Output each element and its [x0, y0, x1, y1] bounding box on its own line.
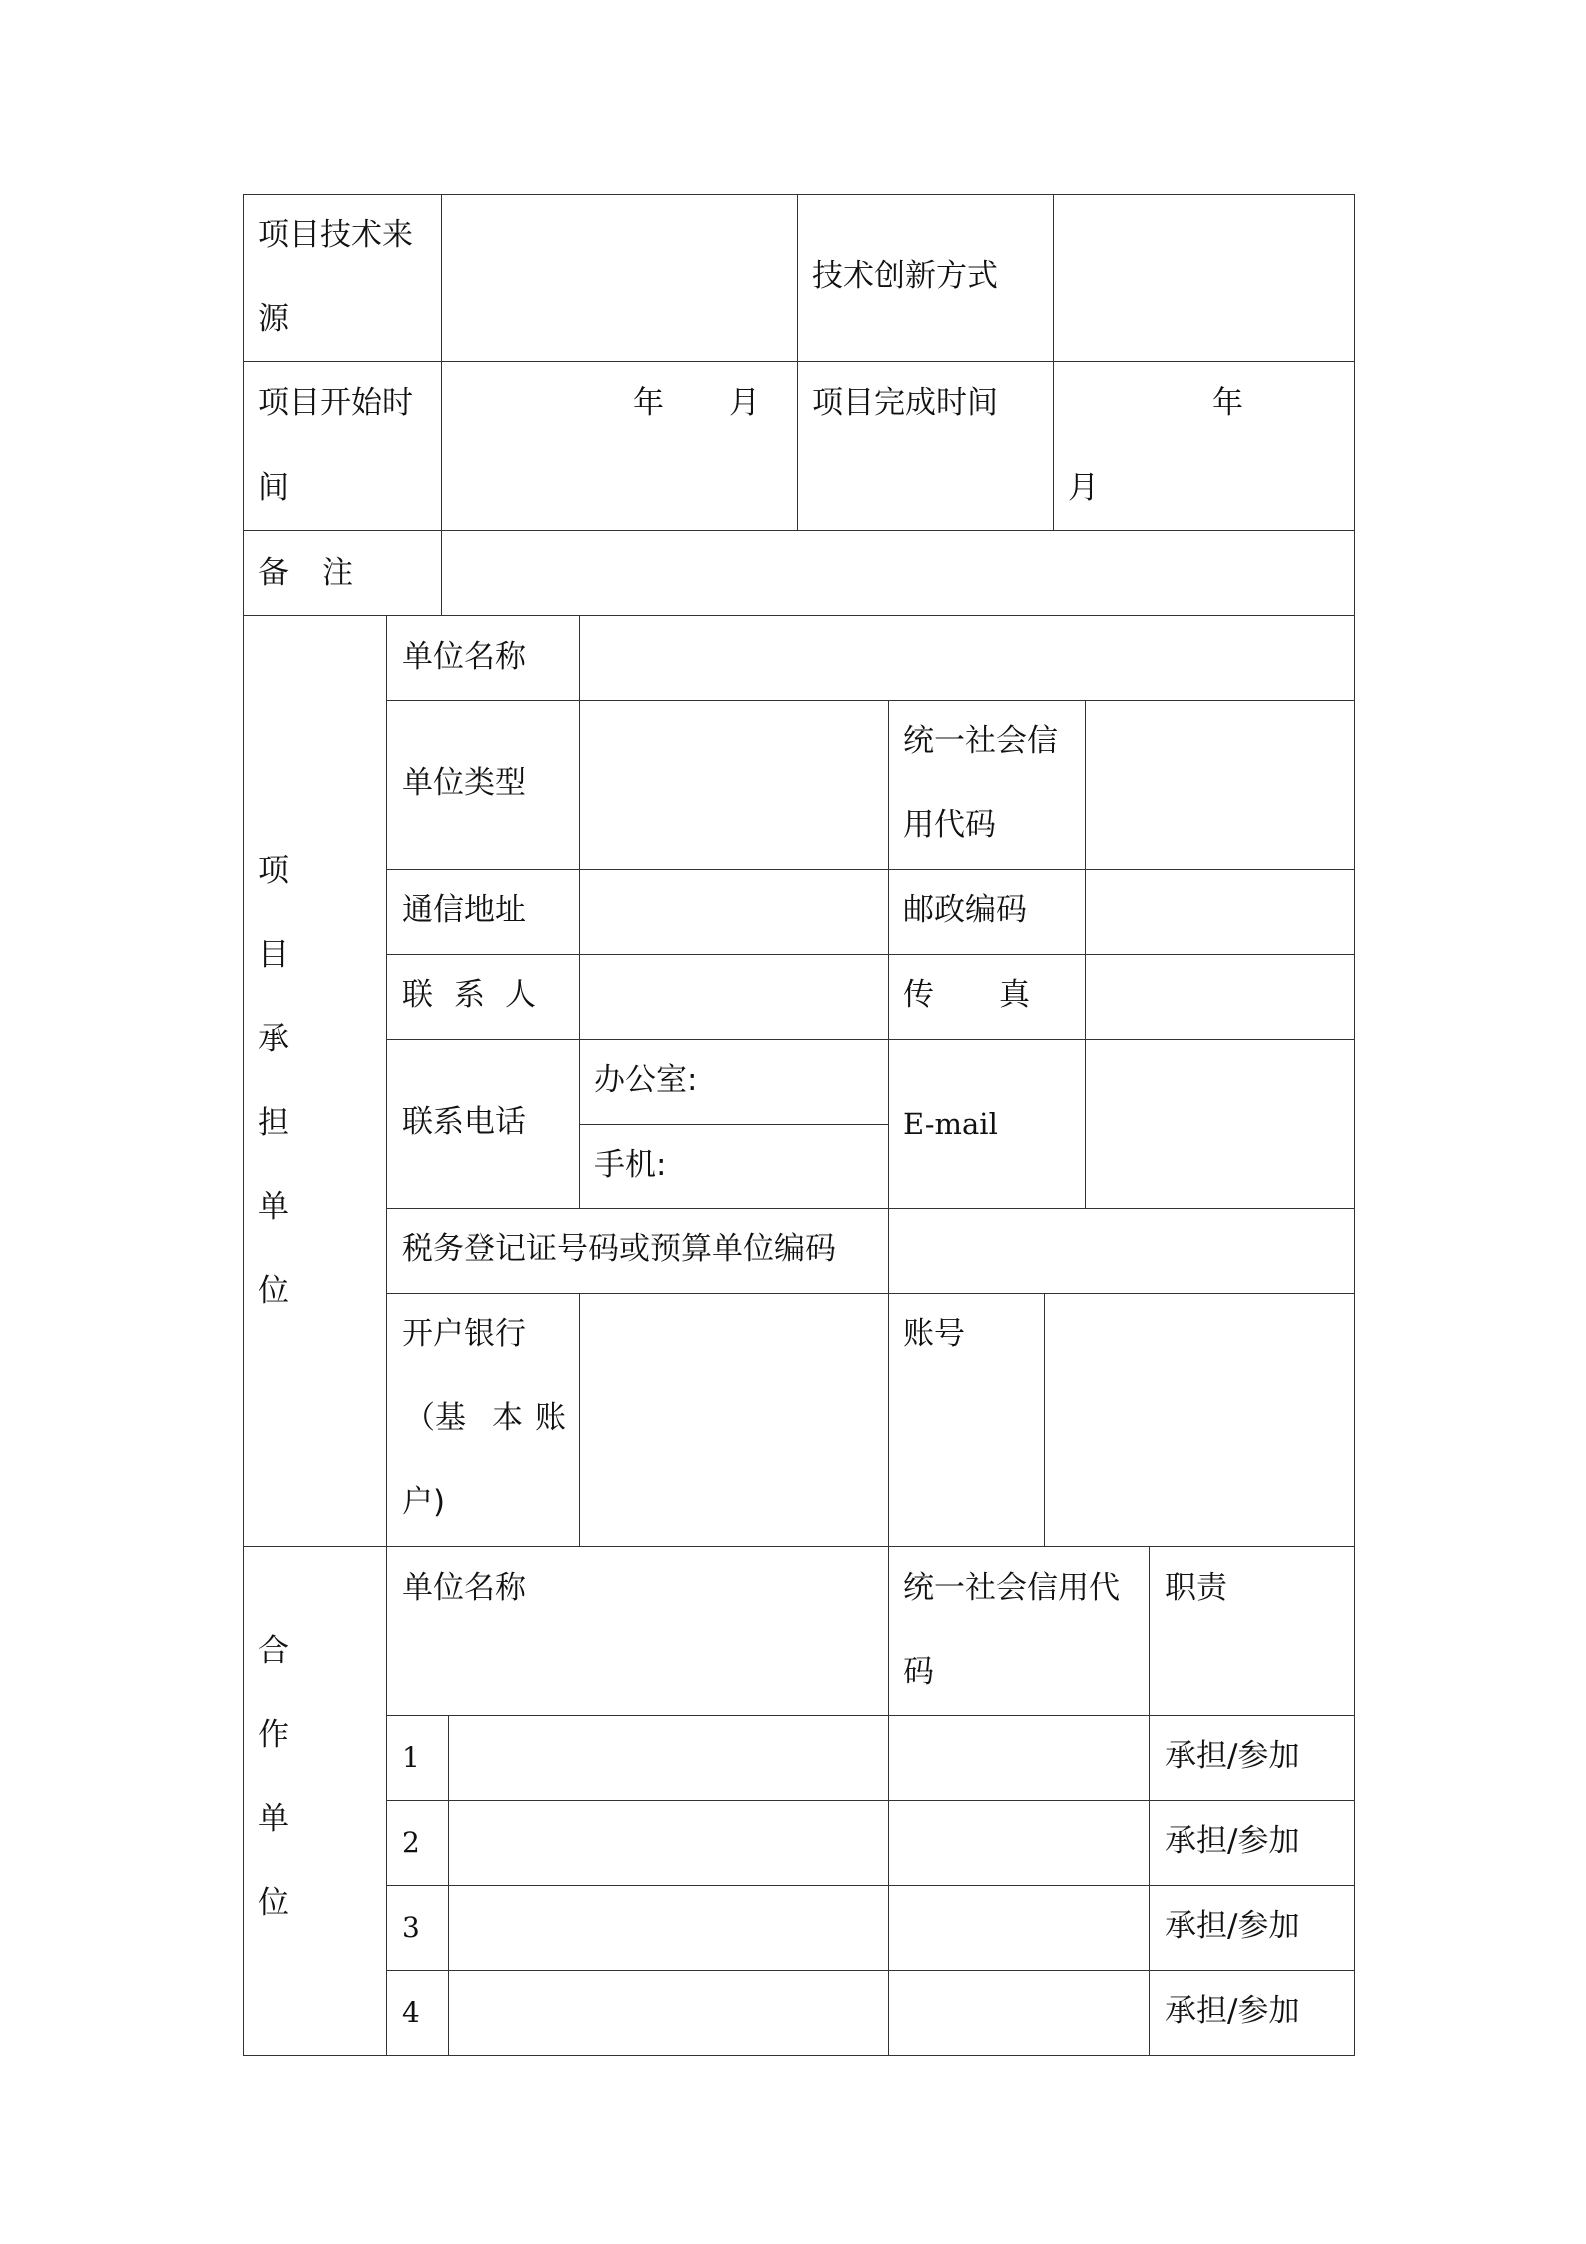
undertaker-side-char: 目: [258, 937, 289, 973]
tech-source-label-line2: 源: [258, 301, 289, 337]
credit-code-label-line1: 统一社会信: [903, 723, 1058, 759]
credit-code-value-cell[interactable]: [1085, 700, 1355, 871]
postcode-value-cell[interactable]: [1085, 869, 1355, 956]
unit-name-label: 单位名称: [402, 639, 526, 675]
partner-row-index: 4: [402, 1996, 420, 2029]
partner-name-cell[interactable]: [448, 1885, 890, 1972]
partner-credit-code-header-line2: 码: [903, 1654, 934, 1690]
contact-label-char: 人: [505, 977, 536, 1013]
end-year-unit: 年: [1212, 385, 1243, 421]
fax-label-char: 真: [999, 977, 1030, 1013]
remarks-label-char: 备: [258, 555, 289, 591]
fax-value-cell[interactable]: [1085, 954, 1355, 1041]
contact-value-cell[interactable]: [579, 954, 890, 1041]
email-value-cell[interactable]: [1085, 1039, 1355, 1210]
partner-row-duty: 承担/参加: [1165, 1823, 1300, 1859]
start-time-label-line1: 项目开始时: [258, 385, 413, 421]
end-month-unit: 月: [1068, 470, 1099, 506]
partners-side-char: 合: [258, 1633, 289, 1669]
tech-innovation-value-cell[interactable]: [1053, 194, 1355, 363]
partner-credit-cell[interactable]: [888, 1800, 1151, 1887]
end-time-label: 项目完成时间: [812, 385, 998, 421]
bank-label-line2-part: （基: [404, 1400, 466, 1436]
partner-row-duty: 承担/参加: [1165, 1993, 1300, 2029]
credit-code-label-line2: 用代码: [903, 807, 996, 843]
bank-value-cell[interactable]: [579, 1293, 890, 1548]
office-label: 办公室:: [594, 1062, 698, 1098]
partner-credit-cell[interactable]: [888, 1715, 1151, 1802]
bank-label-line3: 户): [402, 1484, 446, 1520]
undertaker-side-char: 担: [258, 1105, 289, 1141]
email-label: E-mail: [903, 1107, 998, 1141]
bank-label-line2-part: 账: [535, 1400, 566, 1436]
partners-side-char: 作: [258, 1717, 289, 1753]
bank-label-line2-part: 本: [492, 1400, 523, 1436]
undertaker-side-cell: [243, 615, 388, 1548]
contact-label-char: 系: [454, 977, 485, 1013]
partner-name-cell[interactable]: [448, 1800, 890, 1887]
address-value-cell[interactable]: [579, 869, 890, 956]
mobile-label: 手机:: [594, 1147, 667, 1183]
fax-label-char: 传: [903, 977, 934, 1013]
unit-type-value-cell[interactable]: [579, 700, 890, 871]
remarks-value-cell[interactable]: [441, 530, 1355, 617]
partner-credit-code-header-line1: 统一社会信用代: [903, 1570, 1120, 1606]
partner-row-index: 3: [402, 1911, 420, 1944]
partner-row-index: 2: [402, 1826, 420, 1859]
partner-unit-name-header: 单位名称: [402, 1570, 526, 1606]
start-time-label-line2: 间: [258, 470, 289, 506]
tax-label: 税务登记证号码或预算单位编码: [402, 1231, 836, 1267]
account-value-cell[interactable]: [1044, 1293, 1355, 1548]
bank-label-line1: 开户银行: [402, 1316, 526, 1352]
tech-source-label-line1: 项目技术来: [258, 217, 413, 253]
undertaker-side-char: 位: [258, 1273, 289, 1309]
partner-name-cell[interactable]: [448, 1715, 890, 1802]
start-year-unit: 年: [633, 385, 664, 421]
tax-value-cell[interactable]: [888, 1208, 1355, 1295]
tech-source-value-cell[interactable]: [441, 194, 799, 363]
partners-side-char: 位: [258, 1885, 289, 1921]
start-month-unit: 月: [729, 385, 760, 421]
unit-name-value-cell[interactable]: [579, 615, 1355, 702]
unit-type-label: 单位类型: [402, 765, 526, 801]
partner-duty-header: 职责: [1165, 1570, 1227, 1606]
undertaker-side-char: 单: [258, 1189, 289, 1225]
partner-name-cell[interactable]: [448, 1970, 890, 2056]
tech-innovation-label: 技术创新方式: [812, 258, 998, 294]
undertaker-side-char: 承: [258, 1021, 289, 1057]
address-label: 通信地址: [402, 892, 526, 928]
phone-label: 联系电话: [402, 1104, 526, 1140]
partner-credit-cell[interactable]: [888, 1885, 1151, 1972]
remarks-label-char: 注: [322, 555, 353, 591]
postcode-label: 邮政编码: [903, 892, 1027, 928]
partner-row-index: 1: [402, 1741, 420, 1774]
partner-row-duty: 承担/参加: [1165, 1738, 1300, 1774]
account-label: 账号: [903, 1316, 965, 1352]
partners-side-char: 单: [258, 1801, 289, 1837]
partner-row-duty: 承担/参加: [1165, 1908, 1300, 1944]
undertaker-side-char: 项: [258, 853, 289, 889]
partner-credit-cell[interactable]: [888, 1970, 1151, 2056]
contact-label-char: 联: [402, 977, 433, 1013]
